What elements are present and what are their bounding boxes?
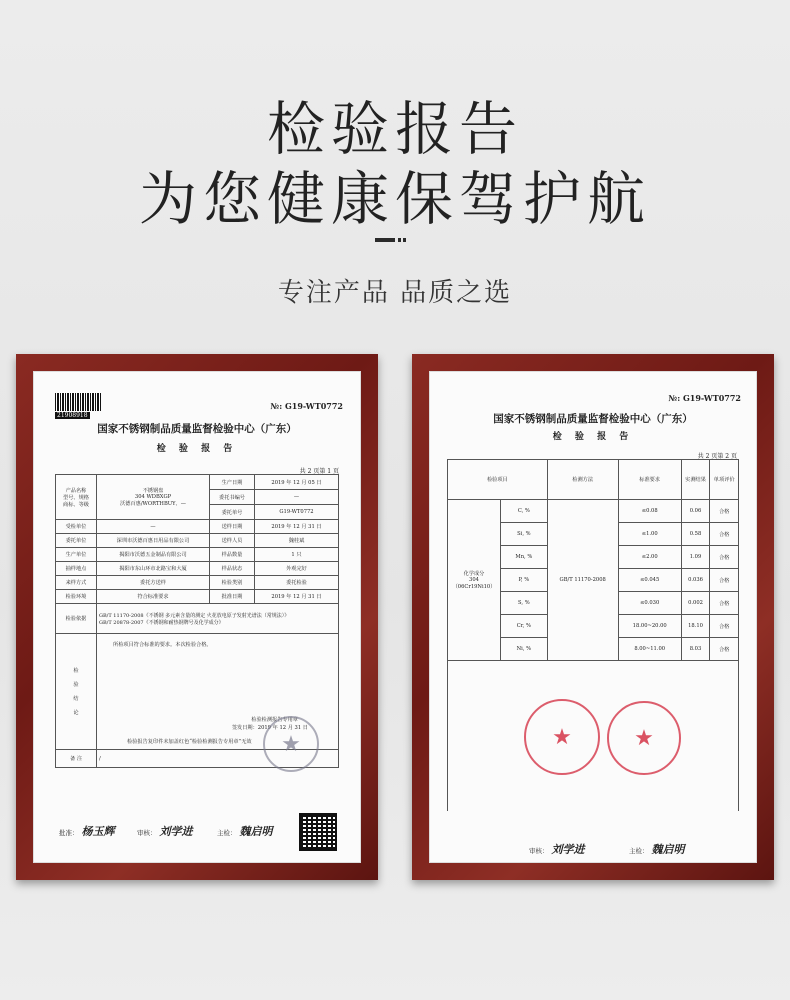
company-seal-1 <box>524 699 600 775</box>
method-cell: GB/T 11170-2008 <box>547 500 618 661</box>
col-header: 单项评价 <box>710 460 739 500</box>
req-cell: 8.00~11.00 <box>618 638 681 661</box>
eval-cell: 合格 <box>710 500 739 523</box>
inspection-seal <box>263 716 319 772</box>
sign-date: 签发日期：2019 年 12 月 31 日 <box>231 725 308 731</box>
cell-label: 委托书编号 <box>210 490 255 505</box>
cell-value: — <box>255 490 339 505</box>
col-header: 检验项目 <box>448 460 548 500</box>
divider-dash <box>375 238 405 242</box>
seal-star-icon: ★ <box>281 731 301 757</box>
tagline: 专注产品 品质之选 <box>277 278 513 308</box>
item-cell: C, % <box>501 500 548 523</box>
reviewer-signature: 审核： 刘学进 <box>529 843 585 856</box>
req-cell: 18.00~20.00 <box>618 615 681 638</box>
cell-value: 1 只 <box>255 548 339 562</box>
report-page-1 <box>33 371 361 863</box>
cell-label: 受检单位 <box>56 520 97 534</box>
item-cell: Si, % <box>501 523 548 546</box>
cell-value: 揭阳市沃德五金制品有限公司 <box>97 548 210 562</box>
col-header: 检测方法 <box>547 460 618 500</box>
headline-slogan: 为您健康保驾护航 <box>138 165 651 233</box>
reviewer-signature: 审核： 刘学进 <box>137 825 193 838</box>
company-seal-2 <box>607 701 681 775</box>
result-cell: 0.58 <box>681 523 710 546</box>
headline-title: 检验报告 <box>266 95 523 163</box>
req-cell: ≤2.00 <box>618 546 681 569</box>
certificate-frame-left <box>16 354 378 880</box>
seal-star-icon: ★ <box>552 724 572 750</box>
result-cell: 0.002 <box>681 592 710 615</box>
conclusion-label: 检 验 结 论 <box>56 634 97 750</box>
frame-reflection-right <box>412 884 774 1000</box>
item-cell: S, % <box>501 592 548 615</box>
remark-label: 备 注 <box>56 750 97 768</box>
seal-star-icon: ★ <box>634 725 654 751</box>
cell-label: 检验环境 <box>56 590 97 604</box>
page-info: 共 2 页第 1 页 <box>299 468 339 475</box>
doc-number: №: G19-WT0772 <box>668 393 741 403</box>
eval-cell: 合格 <box>710 592 739 615</box>
basis-label: 检验依据 <box>56 604 97 634</box>
barcode <box>55 393 101 411</box>
item-cell: Cr, % <box>501 615 548 638</box>
cell-value: G19-WT0772 <box>255 505 339 520</box>
page-info: 共 2 页第 2 页 <box>697 453 737 460</box>
result-cell: 8.03 <box>681 638 710 661</box>
copy-note: 检验报告复印件未加盖红色“检验检测报告专用章”无效 <box>127 739 252 745</box>
report-title: 国家不锈钢制品质量监督检验中心（广东） <box>97 423 297 435</box>
cell-value: 揭阳市东山环市北路宝和大厦 <box>97 562 210 576</box>
conclusion-text: 所检项目符合标准的要求。本次检验合格。 <box>113 642 212 648</box>
cell-label: 样品状态 <box>210 562 255 576</box>
cell-label: 来样方式 <box>56 576 97 590</box>
item-cell: Mn, % <box>501 546 548 569</box>
req-cell: ≤0.08 <box>618 500 681 523</box>
cell-value: 外观完好 <box>255 562 339 576</box>
cell-value: 2019 年 12 月 31 日 <box>255 520 339 534</box>
cell-label: 委托单号 <box>210 505 255 520</box>
group-label: 化学成分 304 （06Cr19Ni10） <box>448 500 501 661</box>
report-page-2 <box>429 371 757 863</box>
cell-value: 委托检验 <box>255 576 339 590</box>
eval-cell: 合格 <box>710 569 739 592</box>
product-label: 产品名称 型号、规格 商标、等级 <box>56 475 97 520</box>
eval-cell: 合格 <box>710 546 739 569</box>
result-cell: 18.10 <box>681 615 710 638</box>
col-header: 标准要求 <box>618 460 681 500</box>
req-cell: ≤0.045 <box>618 569 681 592</box>
doc-number: №: G19-WT0772 <box>270 401 343 411</box>
barcode-number: 21908918 <box>57 412 88 419</box>
cell-value: 魏桂斌 <box>255 534 339 548</box>
cell-label: 生产单位 <box>56 548 97 562</box>
cell-label: 送样日期 <box>210 520 255 534</box>
cell-label: 抽样地点 <box>56 562 97 576</box>
stamp-caption: 检验检测报告专用章 <box>251 717 298 723</box>
cell-label: 样品数量 <box>210 548 255 562</box>
cell-label: 批准日期 <box>210 590 255 604</box>
tester-signature: 主检： 魏启明 <box>217 825 273 838</box>
cell-value: 2019 年 12 月 05 日 <box>255 475 339 490</box>
eval-cell: 合格 <box>710 615 739 638</box>
remark-value: / <box>97 750 339 768</box>
eval-cell: 合格 <box>710 638 739 661</box>
report-subtitle: 检 验 报 告 <box>552 432 634 442</box>
req-cell: ≤0.030 <box>618 592 681 615</box>
item-cell: P, % <box>501 569 548 592</box>
report-title: 国家不锈钢制品质量监督检验中心（广东） <box>493 413 693 425</box>
certificate-frame-right <box>412 354 774 880</box>
cell-value: 2019 年 12 月 31 日 <box>255 590 339 604</box>
tester-signature: 主检： 魏启明 <box>629 843 685 856</box>
frame-reflection-left <box>16 884 378 1000</box>
cell-value: 委托方送样 <box>97 576 210 590</box>
cell-label: 送样人员 <box>210 534 255 548</box>
product-value: 不锈钢盘 304 WDBXGP 沃德百惠/WORTHBUY、— <box>97 475 210 520</box>
cell-label: 生产日期 <box>210 475 255 490</box>
col-header: 实测结果 <box>681 460 710 500</box>
report-subtitle: 检 验 报 告 <box>156 444 238 454</box>
basis-value: GB/T 11170-2008《不锈钢 多元素含量的测定 火花放电原子发射光谱法（常规法）》 GB/T 20878-2007《不锈钢和耐热钢牌号及化学成分》 <box>97 604 339 634</box>
result-cell: 0.036 <box>681 569 710 592</box>
req-cell: ≤1.00 <box>618 523 681 546</box>
cell-label: 检验类别 <box>210 576 255 590</box>
cell-value: 深圳市沃德百惠日用品有限公司 <box>97 534 210 548</box>
item-cell: Ni, % <box>501 638 548 661</box>
qr-code <box>299 813 337 851</box>
cell-label: 委托单位 <box>56 534 97 548</box>
result-cell: 0.06 <box>681 500 710 523</box>
eval-cell: 合格 <box>710 523 739 546</box>
result-cell: 1.09 <box>681 546 710 569</box>
approver-signature: 批准： 杨玉辉 <box>59 825 115 838</box>
cell-value: — <box>97 520 210 534</box>
cell-value: 符合标准要求 <box>97 590 210 604</box>
